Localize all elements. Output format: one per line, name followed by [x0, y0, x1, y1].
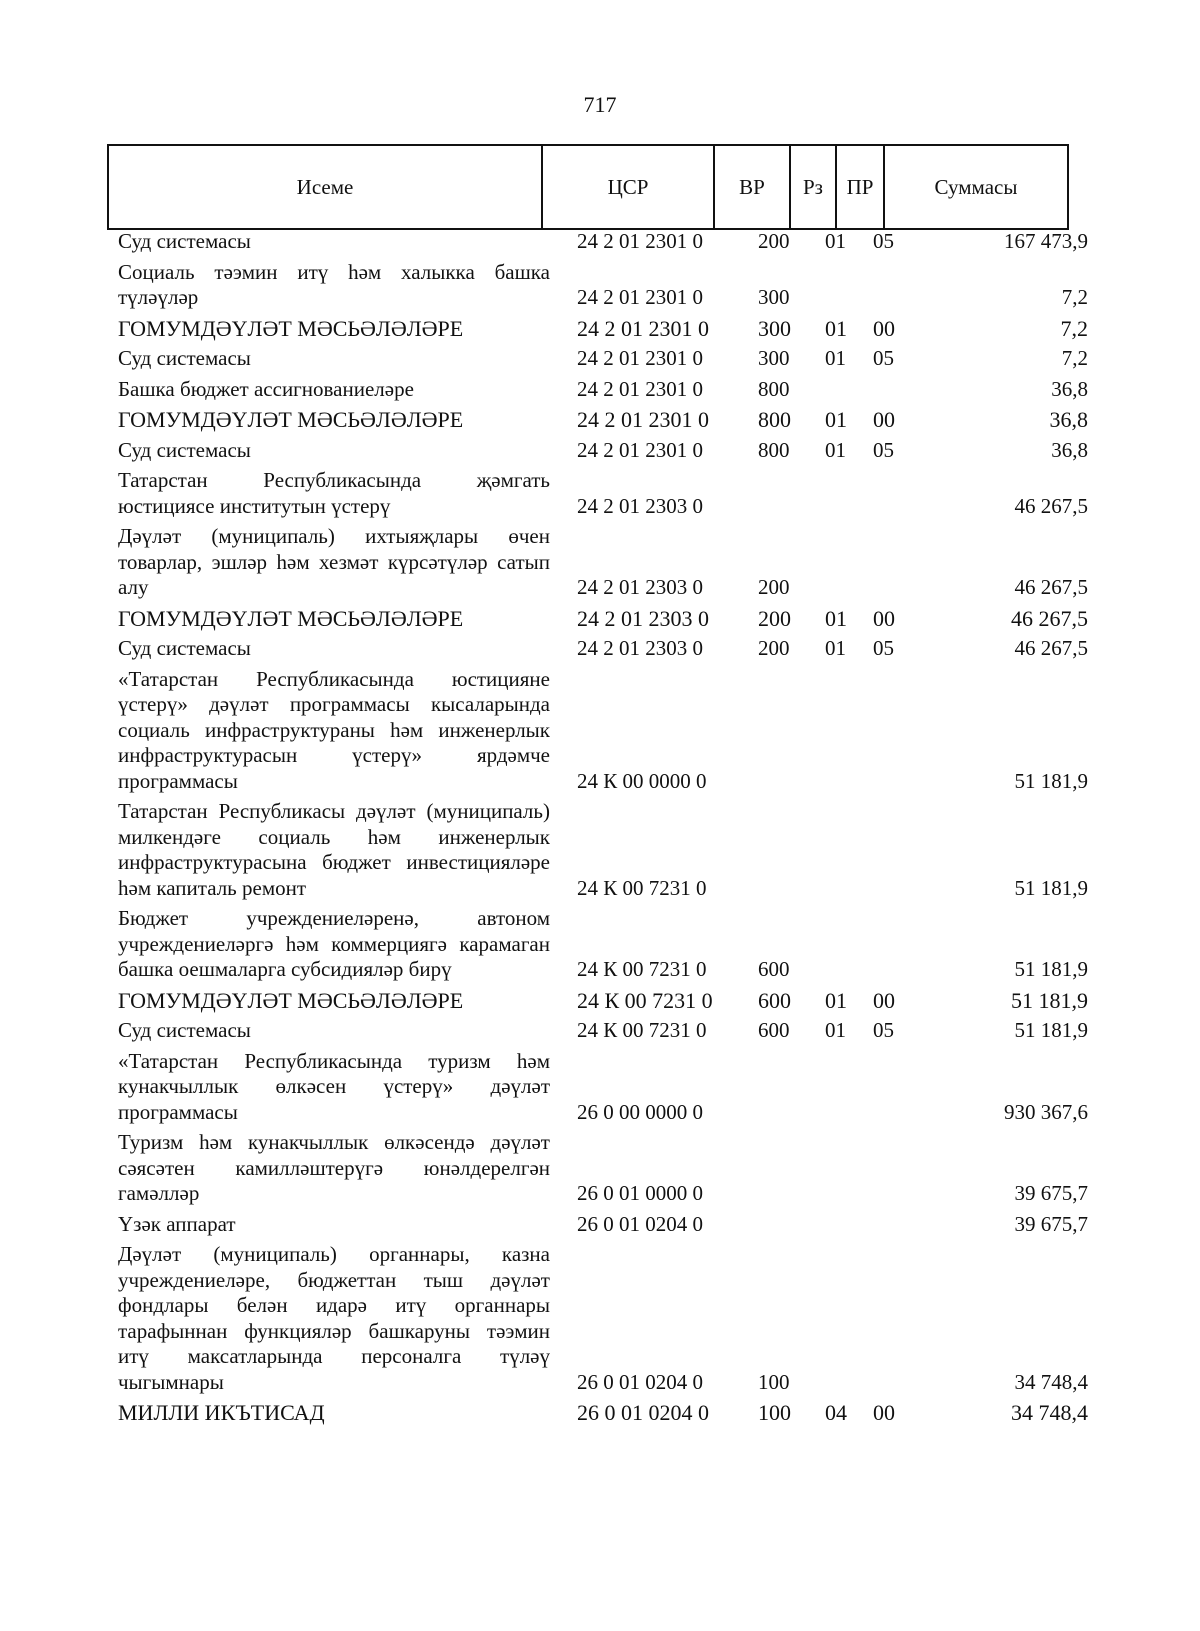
table-row — [0, 377, 1200, 403]
cell-csr: 26 0 00 0000 0 — [577, 1099, 703, 1124]
cell-sum: 34 748,4 — [1011, 1400, 1088, 1425]
cell-vr: 800 — [758, 407, 791, 432]
header-sum: Суммасы — [884, 145, 1068, 229]
table-row — [0, 407, 1200, 433]
cell-rz: 01 — [825, 229, 846, 253]
cell-vr: 600 — [758, 1018, 790, 1042]
table-row — [0, 988, 1200, 1014]
cell-vr: 800 — [758, 437, 790, 462]
cell-sum: 7,2 — [1061, 346, 1088, 370]
cell-vr: 800 — [758, 376, 790, 401]
cell-sum: 36,8 — [1051, 376, 1088, 401]
table-row — [0, 799, 1200, 901]
cell-name: Бюджет учреждениеләренә, автоном учреждениеләргә һәм коммерциягә карамаган башка оешмаларга субсидияләр бирү — [118, 906, 550, 981]
table-row — [0, 1242, 1200, 1395]
table-row — [0, 229, 1200, 255]
cell-pr: 05 — [873, 636, 894, 660]
cell-pr: 00 — [873, 987, 895, 1013]
cell-rz: 01 — [825, 1018, 846, 1042]
cell-sum: 51 181,9 — [1014, 768, 1088, 793]
cell-sum: 7,2 — [1061, 285, 1088, 309]
cell-vr: 200 — [758, 636, 790, 660]
cell-rz: 01 — [825, 346, 846, 370]
cell-pr: 00 — [873, 605, 895, 631]
cell-sum: 51 181,9 — [1014, 957, 1088, 981]
cell-vr: 600 — [758, 987, 791, 1013]
table-row — [0, 524, 1200, 601]
cell-csr: 24 2 01 2301 0 — [577, 315, 709, 341]
table-row — [0, 906, 1200, 983]
cell-sum: 34 748,4 — [1014, 1369, 1088, 1394]
cell-vr: 200 — [758, 575, 790, 599]
cell-name: Суд системасы — [118, 346, 251, 370]
cell-vr: 300 — [758, 285, 790, 309]
cell-csr: 24 2 01 2301 0 — [577, 437, 703, 462]
cell-pr: 00 — [873, 1400, 895, 1425]
cell-pr: 05 — [873, 229, 894, 253]
cell-sum: 7,2 — [1060, 315, 1088, 341]
header-name: Исеме — [108, 145, 542, 229]
cell-name: Дәүләт (муниципаль) органнары, казна учреждениеләре, бюджеттан тыш дәүләт фондлары белән идарә итү органнары тарафыннан функцияләр башкаруны тәэмин итү максатларында персоналга түләү чыгымнары — [118, 1242, 550, 1394]
cell-sum: 46 267,5 — [1014, 575, 1088, 599]
cell-name: Социаль тәэмин итү һәм халыкка башка түләүләр — [118, 259, 550, 309]
cell-sum: 51 181,9 — [1011, 987, 1088, 1013]
cell-pr: 05 — [873, 437, 894, 462]
cell-vr: 300 — [758, 346, 790, 370]
cell-csr: 24 2 01 2303 0 — [577, 605, 709, 631]
cell-rz: 01 — [825, 987, 847, 1013]
cell-name: «Татарстан Республикасында юстицияне үстерү» дәүләт программасы кысаларында социаль инфраструктураны һәм инженерлык инфраструктурасын үстерү» ярдәмче программасы — [118, 666, 550, 793]
cell-csr: 26 0 01 0000 0 — [577, 1181, 703, 1205]
cell-vr: 200 — [758, 605, 791, 631]
table-row — [0, 346, 1200, 372]
table-row — [0, 606, 1200, 632]
cell-pr: 05 — [873, 1018, 894, 1042]
table-row — [0, 636, 1200, 662]
cell-sum: 36,8 — [1051, 437, 1088, 462]
cell-name: ГОМУМДӘҮЛӘТ МӘСЬӘЛӘЛӘРЕ — [118, 605, 464, 631]
cell-csr: 24 2 01 2303 0 — [577, 575, 703, 599]
cell-vr: 100 — [758, 1400, 791, 1425]
cell-csr: 24 2 01 2303 0 — [577, 636, 703, 660]
cell-rz: 01 — [825, 315, 847, 341]
table-row — [0, 260, 1200, 311]
cell-rz: 01 — [825, 605, 847, 631]
cell-csr: 24 2 01 2301 0 — [577, 346, 703, 370]
cell-name: МИЛЛИ ИКЪТИСАД — [118, 1400, 325, 1425]
cell-name: «Татарстан Республикасында туризм һәм кунакчыллык өлкәсен үстерү» дәүләт программасы — [118, 1048, 550, 1124]
cell-csr: 24 К 00 7231 0 — [577, 957, 707, 981]
cell-name: ГОМУМДӘҮЛӘТ МӘСЬӘЛӘЛӘРЕ — [118, 987, 464, 1013]
header-vr: ВР — [714, 145, 790, 229]
cell-pr: 00 — [873, 407, 895, 432]
cell-rz: 01 — [825, 636, 846, 660]
table-body — [0, 229, 1200, 1431]
cell-sum: 36,8 — [1049, 407, 1088, 432]
table-row — [0, 667, 1200, 795]
cell-sum: 46 267,5 — [1014, 493, 1088, 518]
cell-name: Татарстан Республикасы дәүләт (муниципаль) милкендәге социаль һәм инженерлык инфраструктурасына бюджет инвестицияләре һәм капиталь ремонт — [118, 799, 550, 900]
cell-sum: 167 473,9 — [1004, 229, 1088, 253]
cell-vr: 200 — [758, 229, 790, 253]
cell-vr: 100 — [758, 1369, 790, 1394]
table-row — [0, 468, 1200, 519]
cell-name: ГОМУМДӘҮЛӘТ МӘСЬӘЛӘЛӘРЕ — [118, 407, 464, 432]
cell-csr: 26 0 01 0204 0 — [577, 1211, 703, 1236]
cell-csr: 24 2 01 2301 0 — [577, 376, 703, 401]
cell-csr: 26 0 01 0204 0 — [577, 1400, 709, 1425]
cell-name: Дәүләт (муниципаль) ихтыяҗлары өчен товарлар, эшләр һәм хезмәт күрсәтүләр сатып алу — [118, 524, 550, 599]
table-header — [107, 144, 1069, 230]
cell-pr: 05 — [873, 346, 894, 370]
cell-vr: 600 — [758, 957, 790, 981]
cell-name: ГОМУМДӘҮЛӘТ МӘСЬӘЛӘЛӘРЕ — [118, 315, 464, 341]
header-rz: Рз — [790, 145, 836, 229]
table-row — [0, 1018, 1200, 1044]
header-csr: ЦСР — [542, 145, 714, 229]
table-row — [0, 1049, 1200, 1126]
table-row — [0, 438, 1200, 464]
cell-rz: 01 — [825, 437, 846, 462]
cell-name: Суд системасы — [118, 229, 251, 253]
cell-sum: 39 675,7 — [1014, 1211, 1088, 1236]
cell-csr: 24 К 00 0000 0 — [577, 768, 707, 793]
cell-csr: 24 К 00 7231 0 — [577, 875, 707, 900]
table-row — [0, 316, 1200, 342]
cell-rz: 01 — [825, 407, 847, 432]
page-number: 717 — [583, 92, 617, 117]
cell-rz: 04 — [825, 1400, 847, 1425]
table-row — [0, 1212, 1200, 1238]
cell-csr: 24 К 00 7231 0 — [577, 1018, 707, 1042]
cell-sum: 51 181,9 — [1014, 875, 1088, 900]
cell-name: Татарстан Республикасында җәмгать юстициясе институтын үстерү — [118, 468, 550, 518]
cell-csr: 24 2 01 2301 0 — [577, 407, 709, 432]
cell-csr: 24 2 01 2301 0 — [577, 229, 703, 253]
cell-sum: 39 675,7 — [1014, 1181, 1088, 1205]
cell-name: Суд системасы — [118, 1018, 251, 1042]
cell-sum: 51 181,9 — [1014, 1018, 1088, 1042]
cell-name: Туризм һәм кунакчыллык өлкәсендә дәүләт сәясәтен камилләштерүгә юнәлдерелгән гамәлләр — [118, 1130, 550, 1205]
cell-name: Суд системасы — [118, 636, 251, 660]
cell-csr: 26 0 01 0204 0 — [577, 1369, 703, 1394]
cell-pr: 00 — [873, 315, 895, 341]
header-pr: ПР — [836, 145, 884, 229]
cell-csr: 24 К 00 7231 0 — [577, 987, 713, 1013]
cell-csr: 24 2 01 2303 0 — [577, 493, 703, 518]
cell-sum: 46 267,5 — [1011, 605, 1088, 631]
cell-name: Үзәк аппарат — [118, 1211, 236, 1236]
table-row — [0, 1130, 1200, 1207]
cell-sum: 930 367,6 — [1004, 1099, 1088, 1124]
cell-vr: 300 — [758, 315, 791, 341]
table-row — [0, 1400, 1200, 1426]
cell-name: Суд системасы — [118, 437, 251, 462]
cell-csr: 24 2 01 2301 0 — [577, 285, 703, 309]
cell-name: Башка бюджет ассигнованиеләре — [118, 376, 414, 401]
cell-sum: 46 267,5 — [1014, 636, 1088, 660]
